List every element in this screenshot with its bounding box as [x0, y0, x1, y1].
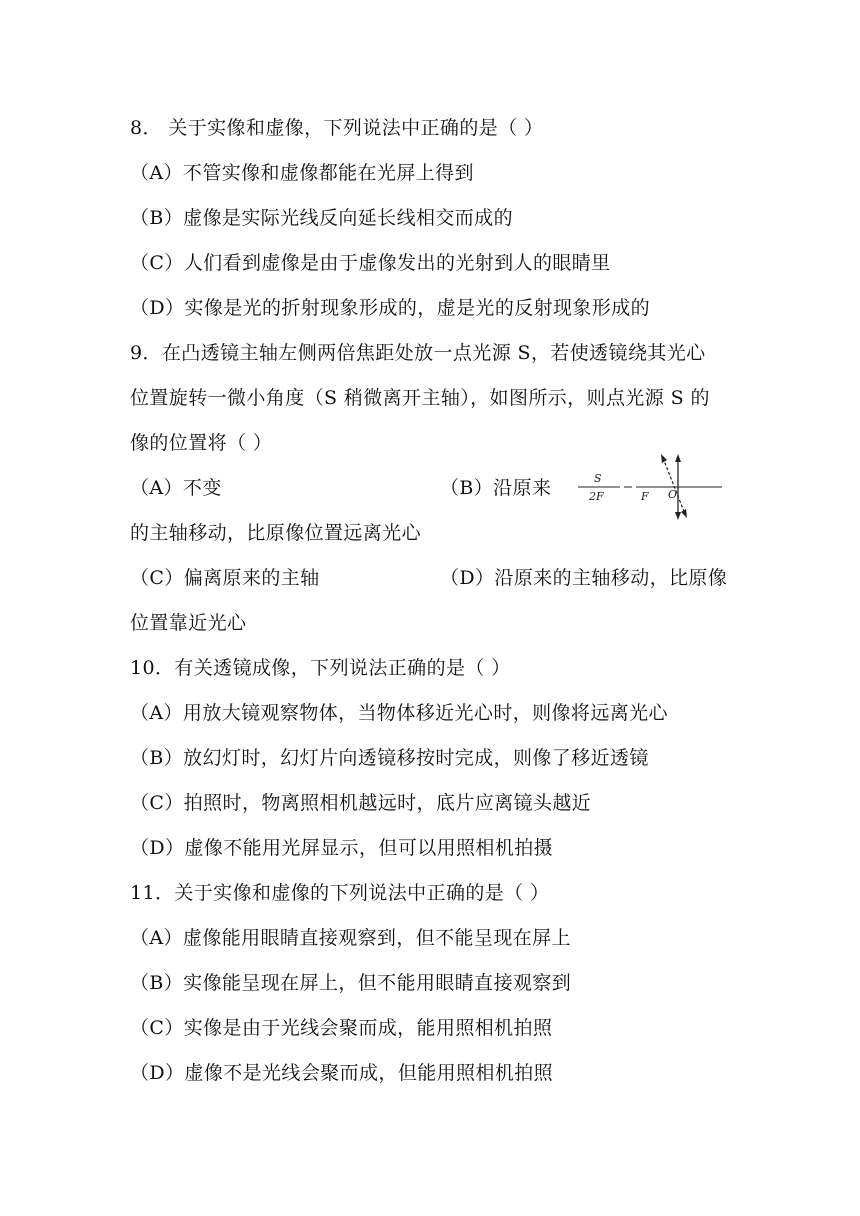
dashed-lens-arrow-bottom-icon — [681, 509, 687, 518]
question-9-option-b: （B）沿原来 — [440, 477, 552, 499]
question-8-option-d: （D）实像是光的折射现象形成的，虚是光的反射现象形成的 — [130, 297, 651, 319]
question-9-stem-line-2: 位置旋转一微小角度（S 稍微离开主轴），如图所示，则点光源 S 的 — [130, 387, 710, 409]
original-lens-dashed — [663, 458, 685, 514]
question-10-option-d: （D）虚像不能用光屏显示，但可以用照相机拍摄 — [130, 837, 554, 859]
question-9-option-d-continued: 位置靠近光心 — [130, 612, 247, 634]
question-11-option-b: （B）实像能呈现在屏上，但不能用眼睛直接观察到 — [130, 972, 572, 994]
question-8-stem: 8． 关于实像和虚像，下列说法中正确的是（ ） — [130, 117, 544, 139]
question-9-option-c: （C）偏离原来的主轴 — [130, 567, 320, 589]
lens-diagram — [574, 452, 726, 522]
question-8-option-b: （B）虚像是实际光线反向延长线相交而成的 — [130, 207, 513, 229]
label-f: F — [641, 490, 649, 503]
question-11-option-d: （D）虚像不是光线会聚而成，但能用照相机拍照 — [130, 1062, 554, 1084]
dashed-lens-arrow-top-icon — [661, 454, 667, 463]
question-9-stem-line-1: 9．在凸透镜主轴左侧两倍焦距处放一点光源 S，若使透镜绕其光心 — [130, 342, 706, 364]
question-8-option-c: （C）人们看到虚像是由于虚像发出的光射到人的眼睛里 — [130, 252, 611, 274]
question-10-option-c: （C）拍照时，物离照相机越远时，底片应离镜头越近 — [130, 792, 592, 814]
question-9-stem-line-3: 像的位置将（ ） — [130, 432, 273, 454]
label-s: S — [594, 472, 602, 485]
question-10-option-a: （A）用放大镜观察物体，当物体移近光心时，则像将远离光心 — [130, 702, 668, 724]
question-9-option-b-continued: 的主轴移动，比原像位置远离光心 — [130, 522, 422, 544]
question-11-option-c: （C）实像是由于光线会聚而成，能用照相机拍照 — [130, 1017, 553, 1039]
question-11-option-a: （A）虚像能用眼睛直接观察到，但不能呈现在屏上 — [130, 927, 571, 949]
question-11-stem: 11．关于实像和虚像的下列说法中正确的是（ ） — [130, 882, 550, 904]
label-o: O — [668, 488, 678, 501]
question-9-option-d: （D）沿原来的主轴移动，比原像 — [440, 567, 728, 589]
lens-arrow-top-icon — [675, 454, 681, 462]
lens-arrow-bottom-icon — [675, 512, 681, 520]
question-10-stem: 10．有关透镜成像，下列说法正确的是（ ） — [130, 657, 511, 679]
question-9-option-a: （A）不变 — [130, 477, 222, 499]
question-10-option-b: （B）放幻灯时，幻灯片向透镜移按时完成，则像了移近透镜 — [130, 747, 649, 769]
label-2f: 2F — [589, 490, 604, 503]
question-8-option-a: （A）不管实像和虚像都能在光屏上得到 — [130, 162, 474, 184]
